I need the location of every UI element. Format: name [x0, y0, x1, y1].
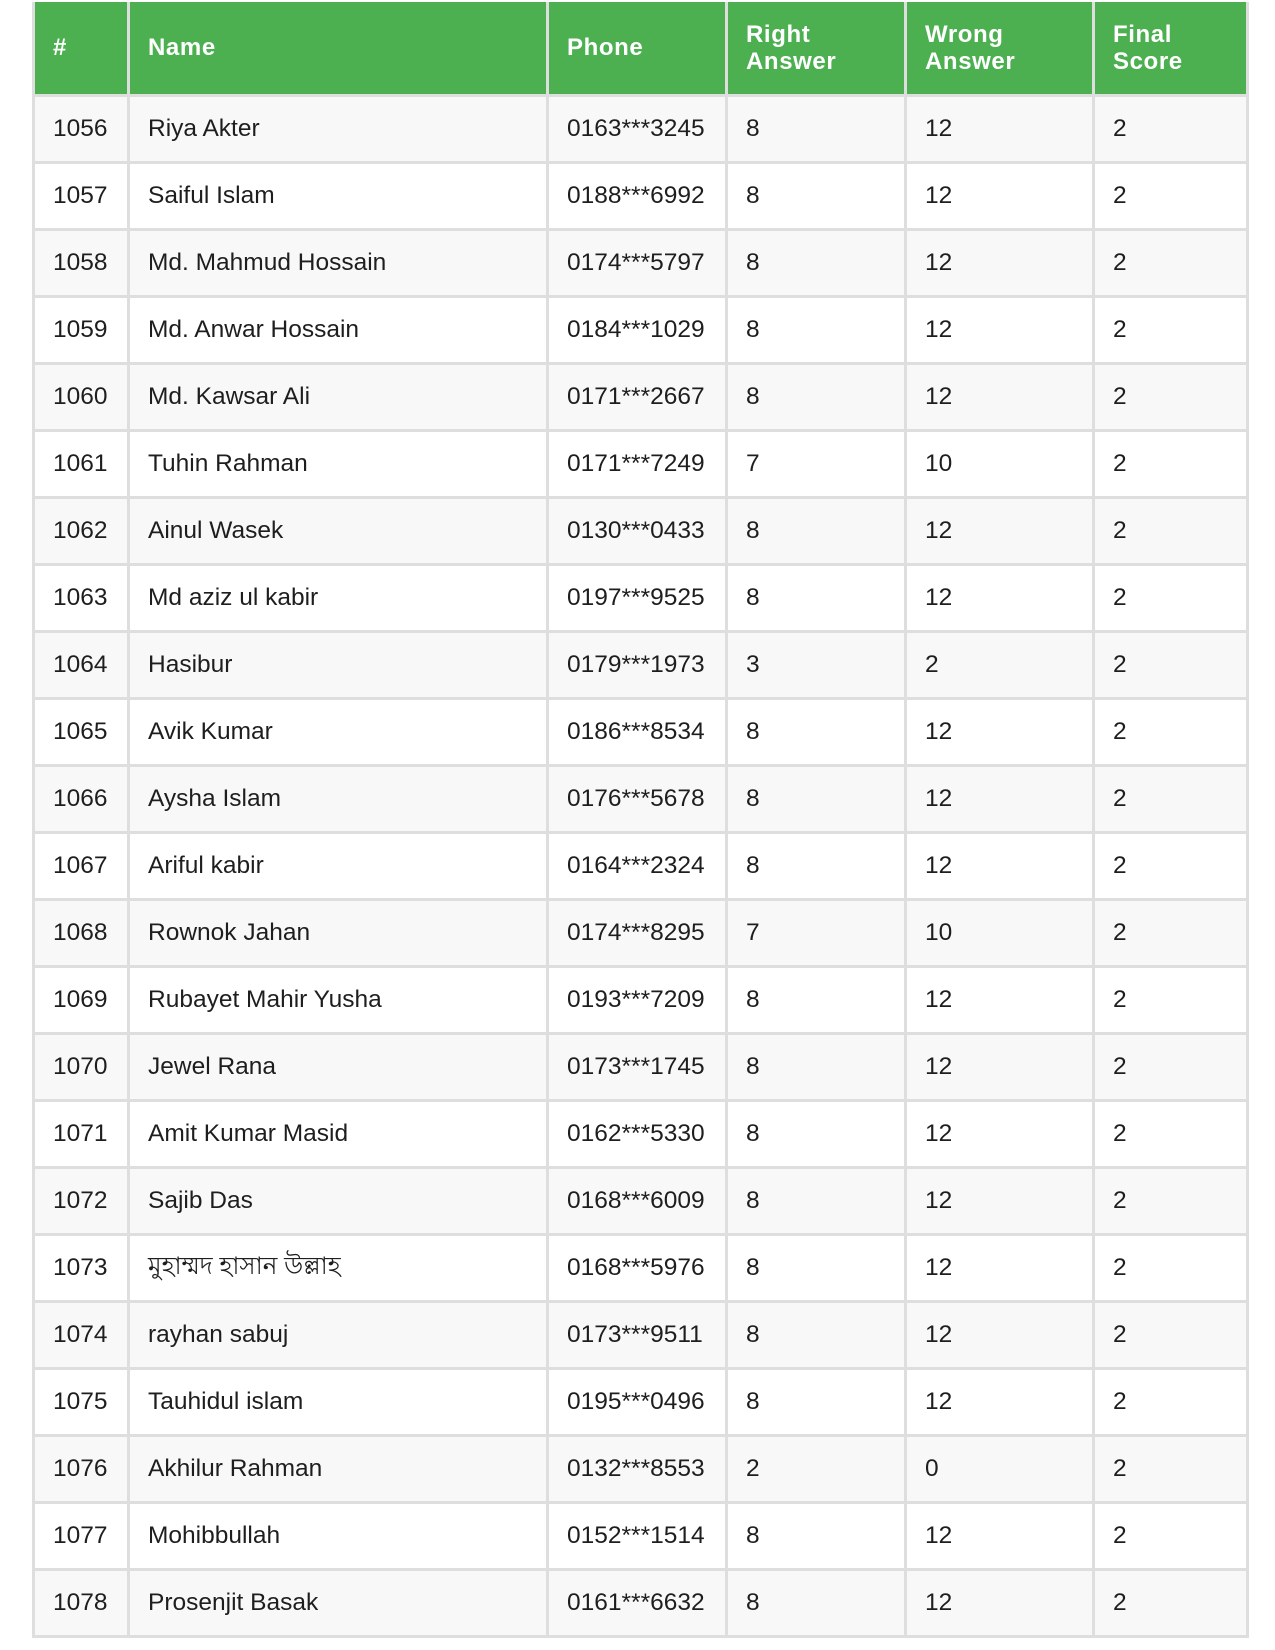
cell-wrong-answer: 2: [906, 631, 1094, 698]
cell-phone: 0174***5797: [548, 229, 727, 296]
cell-phone: 0186***8534: [548, 698, 727, 765]
table-row: [34, 1100, 1248, 1167]
cell-right-answer: 8: [727, 564, 906, 631]
cell-right-answer: 8: [727, 966, 906, 1033]
cell-number: 1061: [34, 430, 129, 497]
cell-final-score: 2: [1094, 1435, 1248, 1502]
cell-final-score: 2: [1094, 430, 1248, 497]
table-row: [34, 430, 1248, 497]
cell-name: Md. Kawsar Ali: [129, 363, 548, 430]
cell-final-score: 2: [1094, 765, 1248, 832]
cell-phone: 0152***1514: [548, 1502, 727, 1569]
cell-right-answer: 8: [727, 832, 906, 899]
header-right-answer: Right Answer: [727, 2, 906, 95]
cell-name: Jewel Rana: [129, 1033, 548, 1100]
cell-number: 1070: [34, 1033, 129, 1100]
table-row: [34, 1569, 1248, 1636]
cell-wrong-answer: 12: [906, 698, 1094, 765]
cell-final-score: 2: [1094, 1234, 1248, 1301]
cell-final-score: 2: [1094, 698, 1248, 765]
cell-final-score: 2: [1094, 1569, 1248, 1636]
cell-final-score: 2: [1094, 296, 1248, 363]
cell-wrong-answer: 12: [906, 363, 1094, 430]
cell-wrong-answer: 12: [906, 1301, 1094, 1368]
cell-number: 1076: [34, 1435, 129, 1502]
cell-final-score: 2: [1094, 1167, 1248, 1234]
cell-phone: 0168***6009: [548, 1167, 727, 1234]
cell-number: 1074: [34, 1301, 129, 1368]
cell-right-answer: 8: [727, 698, 906, 765]
cell-phone: 0168***5976: [548, 1234, 727, 1301]
cell-right-answer: 8: [727, 497, 906, 564]
table-row: [34, 1167, 1248, 1234]
cell-name: Sajib Das: [129, 1167, 548, 1234]
header-number: #: [34, 2, 129, 95]
cell-wrong-answer: 12: [906, 564, 1094, 631]
cell-phone: 0173***9511: [548, 1301, 727, 1368]
cell-number: 1062: [34, 497, 129, 564]
cell-number: 1058: [34, 229, 129, 296]
table-header: [34, 2, 1248, 95]
cell-phone: 0188***6992: [548, 162, 727, 229]
header-final-score: Final Score: [1094, 2, 1248, 95]
cell-name: Mohibbullah: [129, 1502, 548, 1569]
cell-final-score: 2: [1094, 162, 1248, 229]
cell-right-answer: 8: [727, 296, 906, 363]
cell-phone: 0162***5330: [548, 1100, 727, 1167]
cell-name: Md. Mahmud Hossain: [129, 229, 548, 296]
cell-right-answer: 8: [727, 162, 906, 229]
cell-phone: 0164***2324: [548, 832, 727, 899]
cell-phone: 0173***1745: [548, 1033, 727, 1100]
table-row: [34, 1368, 1248, 1435]
cell-wrong-answer: 12: [906, 95, 1094, 162]
cell-number: 1075: [34, 1368, 129, 1435]
cell-name: Akhilur Rahman: [129, 1435, 548, 1502]
cell-name: Tuhin Rahman: [129, 430, 548, 497]
cell-number: 1078: [34, 1569, 129, 1636]
cell-phone: 0130***0433: [548, 497, 727, 564]
table-body: [34, 95, 1248, 1636]
table-row: [34, 832, 1248, 899]
cell-right-answer: 8: [727, 229, 906, 296]
cell-number: 1077: [34, 1502, 129, 1569]
header-wrong-answer: Wrong Answer: [906, 2, 1094, 95]
cell-right-answer: 8: [727, 1100, 906, 1167]
cell-number: 1063: [34, 564, 129, 631]
cell-final-score: 2: [1094, 363, 1248, 430]
cell-phone: 0193***7209: [548, 966, 727, 1033]
cell-number: 1059: [34, 296, 129, 363]
cell-right-answer: 8: [727, 1569, 906, 1636]
cell-final-score: 2: [1094, 564, 1248, 631]
cell-phone: 0171***2667: [548, 363, 727, 430]
cell-phone: 0174***8295: [548, 899, 727, 966]
table-row: [34, 899, 1248, 966]
cell-name: মুহাম্মদ হাসান উল্লাহ: [129, 1234, 548, 1301]
cell-wrong-answer: 12: [906, 1368, 1094, 1435]
cell-final-score: 2: [1094, 966, 1248, 1033]
cell-number: 1065: [34, 698, 129, 765]
cell-final-score: 2: [1094, 1301, 1248, 1368]
cell-number: 1071: [34, 1100, 129, 1167]
cell-name: Ariful kabir: [129, 832, 548, 899]
cell-wrong-answer: 0: [906, 1435, 1094, 1502]
cell-phone: 0163***3245: [548, 95, 727, 162]
cell-wrong-answer: 10: [906, 430, 1094, 497]
cell-name: Tauhidul islam: [129, 1368, 548, 1435]
table-row: [34, 229, 1248, 296]
cell-wrong-answer: 12: [906, 966, 1094, 1033]
cell-wrong-answer: 12: [906, 1569, 1094, 1636]
cell-number: 1069: [34, 966, 129, 1033]
table-row: [34, 95, 1248, 162]
header-phone: Phone: [548, 2, 727, 95]
header-row: [34, 2, 1248, 95]
table-row: [34, 162, 1248, 229]
cell-wrong-answer: 12: [906, 1100, 1094, 1167]
table-row: [34, 564, 1248, 631]
cell-wrong-answer: 12: [906, 832, 1094, 899]
cell-right-answer: 8: [727, 1033, 906, 1100]
table-row: [34, 1435, 1248, 1502]
cell-final-score: 2: [1094, 832, 1248, 899]
cell-phone: 0161***6632: [548, 1569, 727, 1636]
cell-final-score: 2: [1094, 631, 1248, 698]
cell-right-answer: 8: [727, 1234, 906, 1301]
cell-number: 1067: [34, 832, 129, 899]
cell-name: Aysha Islam: [129, 765, 548, 832]
cell-number: 1073: [34, 1234, 129, 1301]
cell-right-answer: 8: [727, 765, 906, 832]
cell-number: 1064: [34, 631, 129, 698]
cell-right-answer: 8: [727, 1502, 906, 1569]
table-row: [34, 966, 1248, 1033]
cell-final-score: 2: [1094, 497, 1248, 564]
cell-phone: 0184***1029: [548, 296, 727, 363]
table-row: [34, 296, 1248, 363]
cell-right-answer: 3: [727, 631, 906, 698]
table-row: [34, 765, 1248, 832]
cell-right-answer: 7: [727, 430, 906, 497]
cell-right-answer: 8: [727, 1167, 906, 1234]
cell-name: Riya Akter: [129, 95, 548, 162]
cell-wrong-answer: 10: [906, 899, 1094, 966]
cell-name: Md. Anwar Hossain: [129, 296, 548, 363]
cell-right-answer: 2: [727, 1435, 906, 1502]
cell-wrong-answer: 12: [906, 1502, 1094, 1569]
cell-name: Md aziz ul kabir: [129, 564, 548, 631]
cell-wrong-answer: 12: [906, 229, 1094, 296]
cell-name: rayhan sabuj: [129, 1301, 548, 1368]
table-row: [34, 1301, 1248, 1368]
cell-phone: 0179***1973: [548, 631, 727, 698]
cell-name: Avik Kumar: [129, 698, 548, 765]
table-row: [34, 1234, 1248, 1301]
cell-wrong-answer: 12: [906, 765, 1094, 832]
cell-name: Saiful Islam: [129, 162, 548, 229]
cell-name: Rubayet Mahir Yusha: [129, 966, 548, 1033]
cell-final-score: 2: [1094, 1100, 1248, 1167]
cell-phone: 0171***7249: [548, 430, 727, 497]
cell-phone: 0195***0496: [548, 1368, 727, 1435]
table-row: [34, 1033, 1248, 1100]
cell-number: 1056: [34, 95, 129, 162]
cell-name: Rownok Jahan: [129, 899, 548, 966]
cell-number: 1068: [34, 899, 129, 966]
cell-number: 1066: [34, 765, 129, 832]
cell-wrong-answer: 12: [906, 1234, 1094, 1301]
table-row: [34, 363, 1248, 430]
cell-right-answer: 7: [727, 899, 906, 966]
cell-final-score: 2: [1094, 899, 1248, 966]
cell-wrong-answer: 12: [906, 162, 1094, 229]
cell-phone: 0197***9525: [548, 564, 727, 631]
cell-number: 1057: [34, 162, 129, 229]
cell-wrong-answer: 12: [906, 497, 1094, 564]
results-table: [32, 2, 1249, 1638]
cell-wrong-answer: 12: [906, 1167, 1094, 1234]
cell-wrong-answer: 12: [906, 296, 1094, 363]
table-row: [34, 1502, 1248, 1569]
cell-right-answer: 8: [727, 95, 906, 162]
cell-phone: 0176***5678: [548, 765, 727, 832]
cell-number: 1072: [34, 1167, 129, 1234]
table-row: [34, 497, 1248, 564]
cell-final-score: 2: [1094, 1368, 1248, 1435]
cell-right-answer: 8: [727, 363, 906, 430]
table-row: [34, 631, 1248, 698]
cell-final-score: 2: [1094, 1502, 1248, 1569]
cell-right-answer: 8: [727, 1368, 906, 1435]
cell-name: Amit Kumar Masid: [129, 1100, 548, 1167]
cell-name: Ainul Wasek: [129, 497, 548, 564]
cell-final-score: 2: [1094, 1033, 1248, 1100]
table-row: [34, 698, 1248, 765]
cell-number: 1060: [34, 363, 129, 430]
cell-final-score: 2: [1094, 95, 1248, 162]
cell-phone: 0132***8553: [548, 1435, 727, 1502]
header-name: Name: [129, 2, 548, 95]
cell-name: Hasibur: [129, 631, 548, 698]
cell-name: Prosenjit Basak: [129, 1569, 548, 1636]
cell-wrong-answer: 12: [906, 1033, 1094, 1100]
cell-final-score: 2: [1094, 229, 1248, 296]
cell-right-answer: 8: [727, 1301, 906, 1368]
